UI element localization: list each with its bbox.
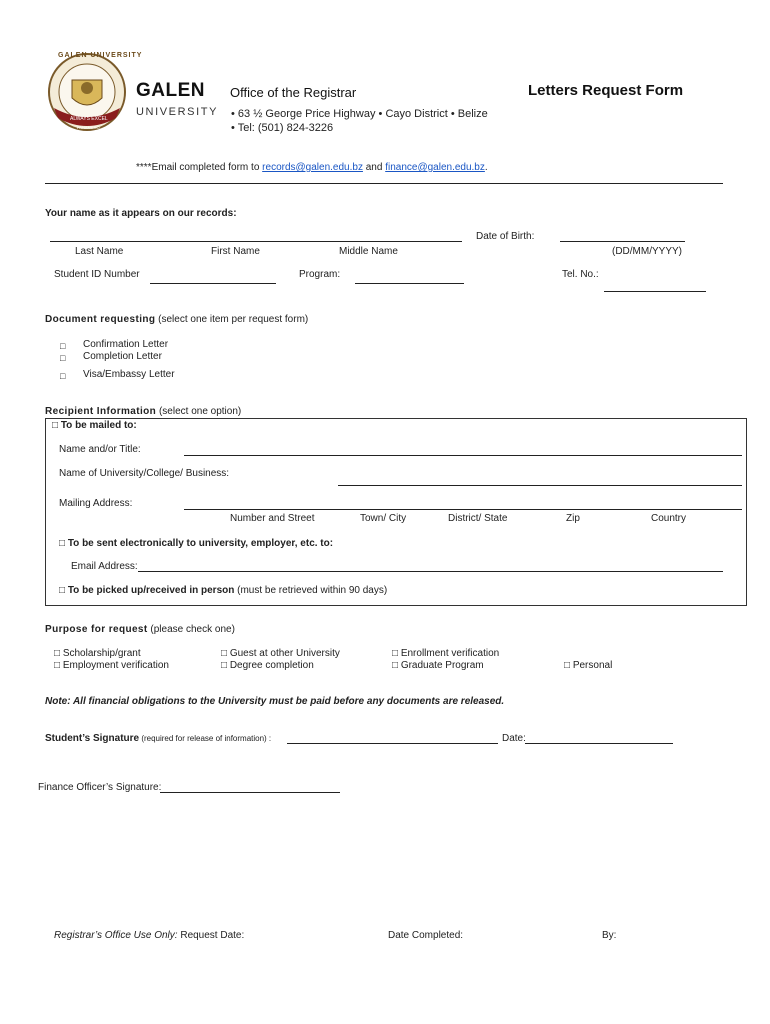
address-line-1: • 63 ½ George Price Highway • Cayo District • Belize	[231, 108, 488, 120]
student-id-label: Student ID Number	[54, 269, 140, 280]
addr-col-district: District/ State	[448, 513, 508, 524]
signature-date-label: Date:	[502, 733, 526, 744]
mailing-address-field[interactable]	[184, 509, 742, 510]
finance-signature-field[interactable]	[160, 792, 340, 793]
first-name-label: First Name	[211, 246, 260, 257]
completion-letter-checkbox[interactable]: □	[60, 353, 66, 363]
by-label: By:	[602, 930, 617, 941]
dob-field[interactable]	[560, 241, 685, 242]
student-signature-field[interactable]	[287, 743, 498, 744]
email-instruction: ****Email completed form to records@galen.edu.bz and finance@galen.edu.bz.	[136, 162, 488, 173]
purpose-guest[interactable]: □ Guest at other University	[221, 648, 340, 659]
institution-field[interactable]	[338, 485, 742, 486]
form-title: Letters Request Form	[528, 82, 684, 99]
purpose-employment[interactable]: □ Employment verification	[54, 660, 169, 671]
name-section-heading: Your name as it appears on our records:	[45, 208, 237, 219]
name-title-field[interactable]	[184, 455, 742, 456]
records-email-link[interactable]: records@galen.edu.bz	[262, 162, 363, 173]
addr-col-country: Country	[651, 513, 687, 524]
dob-label: Date of Birth:	[476, 231, 535, 242]
tel-field[interactable]	[604, 291, 706, 292]
visa-letter-label: Visa/Embassy Letter	[83, 369, 175, 380]
visa-letter-checkbox[interactable]: □	[60, 371, 66, 381]
send-electronically-option[interactable]: □ To be sent electronically to university, employer, etc. to:	[59, 538, 334, 549]
purpose-enrollment[interactable]: □ Enrollment verification	[392, 648, 500, 659]
logo-ribbon-text: ALWAYS EXCEL	[70, 116, 108, 122]
program-label: Program:	[299, 269, 341, 280]
date-completed-label: Date Completed:	[388, 930, 464, 941]
header-divider	[45, 183, 723, 184]
recipient-box	[45, 418, 747, 606]
document-section-heading: Document requesting (select one item per request form)	[45, 314, 309, 325]
recipient-section-heading: Recipient Information (select one option)	[45, 406, 242, 417]
completion-letter-label: Completion Letter	[83, 351, 162, 362]
purpose-degree[interactable]: □ Degree completion	[221, 660, 314, 671]
brand-subtitle: UNIVERSITY	[136, 106, 219, 118]
brand-name: GALEN	[136, 80, 205, 101]
office-name: Office of the Registrar	[230, 85, 357, 100]
address-line-2: • Tel: (501) 824-3226	[231, 122, 334, 134]
mailing-address-label: Mailing Address:	[59, 498, 133, 509]
student-id-field[interactable]	[150, 283, 276, 284]
student-signature-label: Student’s Signature (required for release of information) :	[45, 733, 272, 744]
purpose-graduate[interactable]: □ Graduate Program	[392, 660, 484, 671]
addr-col-zip: Zip	[566, 513, 580, 524]
signature-date-field[interactable]	[525, 743, 673, 744]
institution-label: Name of University/College/ Business:	[59, 468, 230, 479]
purpose-section-heading: Purpose for request (please check one)	[45, 624, 235, 635]
name-title-label: Name and/or Title:	[59, 444, 141, 455]
finance-email-link[interactable]: finance@galen.edu.bz	[385, 162, 485, 173]
addr-col-street: Number and Street	[230, 513, 315, 524]
logo-ribbon-subtext: PANAMERO	[77, 125, 100, 130]
finance-signature-label: Finance Officer’s Signature:	[38, 782, 162, 793]
email-address-field[interactable]	[138, 571, 723, 572]
last-name-label: Last Name	[75, 246, 124, 257]
dob-format-label: (DD/MM/YYYY)	[612, 246, 682, 257]
confirmation-letter-label: Confirmation Letter	[83, 339, 169, 350]
middle-name-label: Middle Name	[339, 246, 398, 257]
purpose-personal[interactable]: □ Personal	[564, 660, 613, 671]
tel-label: Tel. No.:	[562, 269, 599, 280]
program-field[interactable]	[355, 283, 464, 284]
financial-note: Note: All financial obligations to the University must be paid before any documents are released.	[45, 696, 505, 707]
email-address-label: Email Address:	[71, 561, 138, 572]
to-be-mailed-option[interactable]: □ To be mailed to:	[52, 420, 137, 431]
confirmation-letter-checkbox[interactable]: □	[60, 341, 66, 351]
pickup-option[interactable]: □ To be picked up/received in person (must be retrieved within 90 days)	[59, 585, 388, 596]
logo-arc-text: GALEN UNIVERSITY	[58, 52, 143, 59]
purpose-scholarship[interactable]: □ Scholarship/grant	[54, 648, 141, 659]
office-use-row: Registrar’s Office Use Only: Request Date:	[54, 930, 245, 941]
addr-col-town: Town/ City	[360, 513, 407, 524]
full-name-field[interactable]	[50, 241, 462, 242]
university-logo	[42, 50, 143, 140]
